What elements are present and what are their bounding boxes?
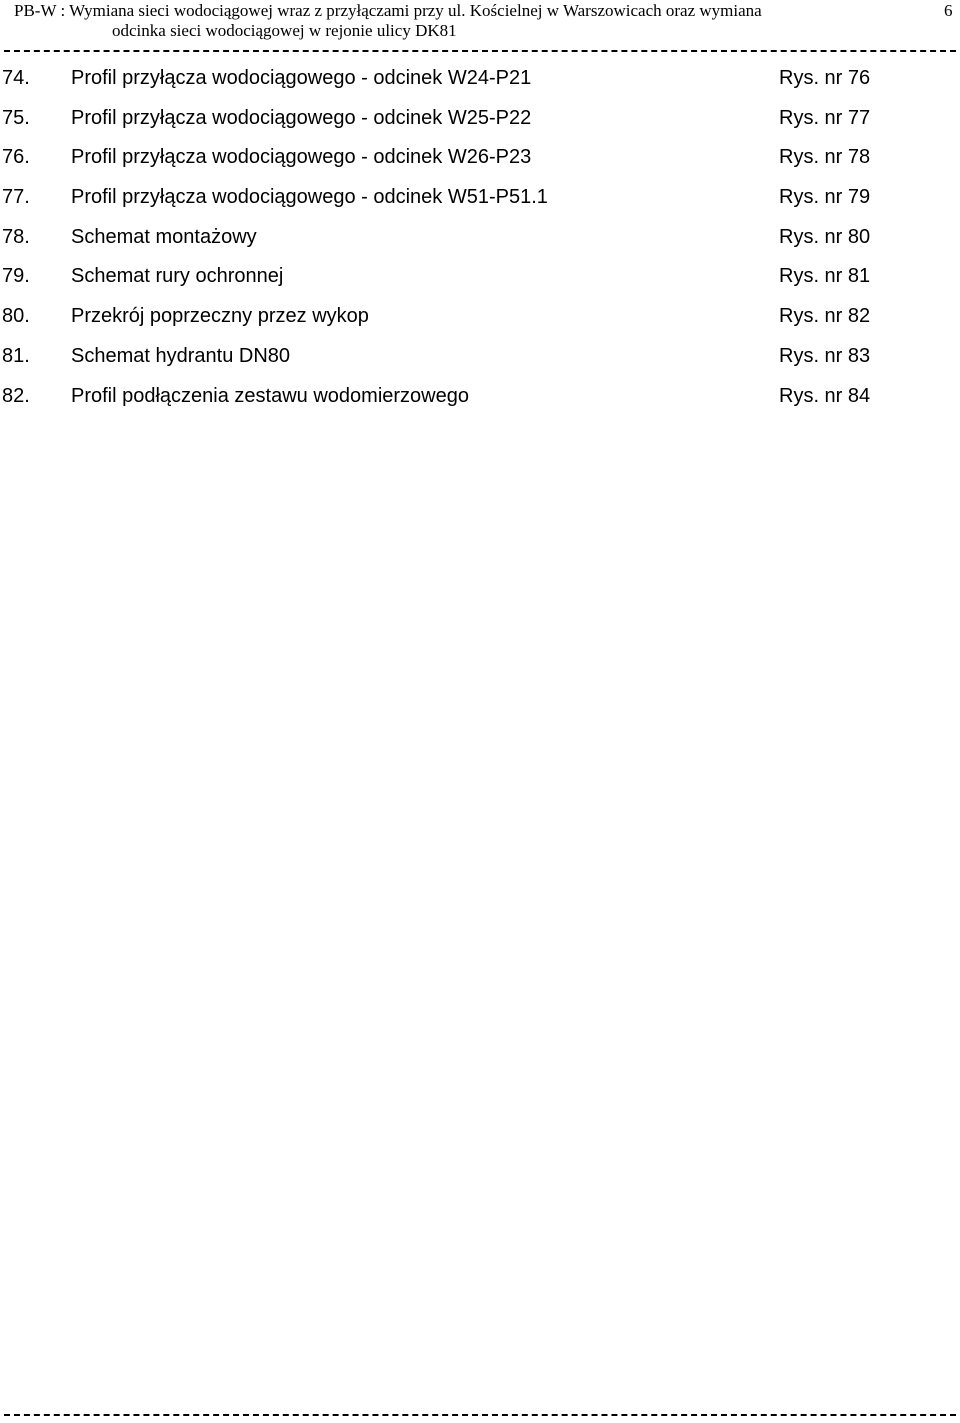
list-item (0, 298, 960, 338)
item-title: Profil przyłącza wodociągowego - odcinek W26-P23 (71, 146, 532, 169)
list-item (0, 219, 960, 259)
item-title: Profil przyłącza wodociągowego - odcinek W24-P21 (71, 67, 532, 89)
item-title: Profil podłączenia zestawu wodomierzowego (71, 384, 469, 407)
item-number: 77. (2, 186, 30, 209)
list-item (0, 258, 960, 298)
item-title: Przekrój poprzeczny przez wykop (71, 305, 369, 328)
drawing-list (0, 60, 960, 417)
list-item (0, 378, 960, 418)
list-item (0, 139, 960, 179)
drawing-reference: Rys. nr 82 (779, 305, 871, 328)
list-item (0, 179, 960, 219)
item-number: 82. (2, 384, 30, 407)
drawing-reference: Rys. nr 78 (779, 146, 871, 169)
drawing-reference: Rys. nr 77 (779, 106, 871, 129)
item-number: 81. (2, 344, 30, 367)
item-title: Schemat montażowy (71, 225, 257, 248)
page-number: 6 (944, 1, 953, 20)
item-title: Profil przyłącza wodociągowego - odcinek W51-P51.1 (71, 186, 548, 209)
item-number: 79. (2, 265, 30, 288)
item-number: 75. (2, 106, 30, 129)
list-item (0, 100, 960, 140)
drawing-reference: Rys. nr 79 (779, 186, 871, 209)
item-title: Profil przyłącza wodociągowego - odcinek W25-P22 (71, 106, 532, 129)
footer-divider (4, 1414, 956, 1416)
drawing-reference: Rys. nr 84 (779, 384, 871, 407)
list-item (0, 60, 960, 100)
item-title: Schemat hydrantu DN80 (71, 344, 291, 367)
item-number: 78. (2, 225, 30, 248)
header-divider (4, 50, 956, 52)
header-title-line-1: PB-W : Wymiana sieci wodociągowej wraz z przyłączami przy ul. Kościelnej w Warszowicach oraz wymiana (14, 1, 762, 20)
item-title: Schemat rury ochronnej (71, 265, 284, 288)
header-title-line-2: odcinka sieci wodociągowej w rejonie ulicy DK81 (112, 21, 457, 40)
item-number: 76. (2, 146, 30, 169)
drawing-reference: Rys. nr 81 (779, 265, 871, 288)
item-number: 80. (2, 305, 30, 328)
item-number: 74. (2, 67, 30, 89)
drawing-reference: Rys. nr 83 (779, 344, 871, 367)
list-item (0, 338, 960, 378)
drawing-reference: Rys. nr 76 (779, 67, 871, 89)
drawing-reference: Rys. nr 80 (779, 225, 871, 248)
